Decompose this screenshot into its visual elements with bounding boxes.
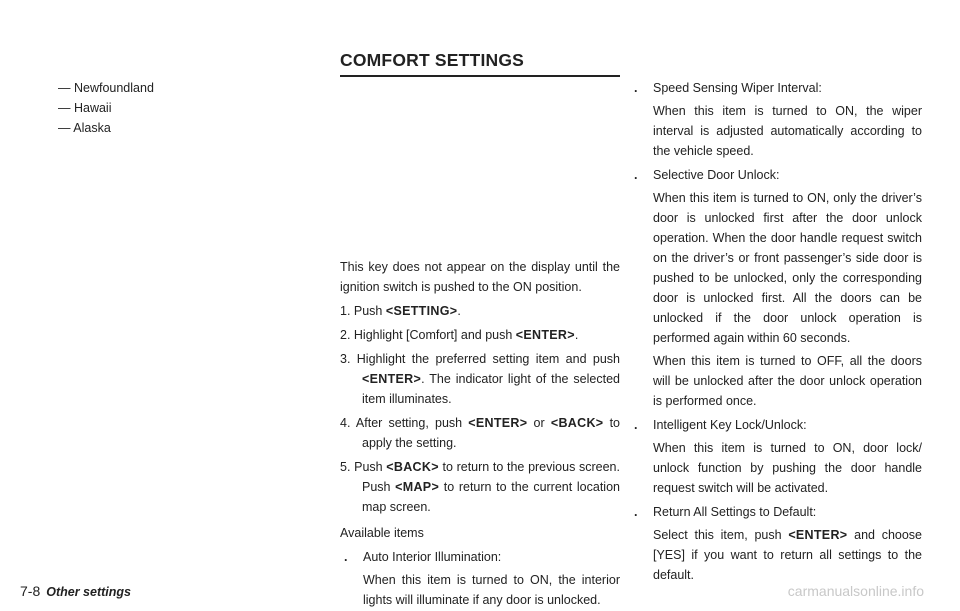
item-name: Return All Settings to Default: — [653, 505, 817, 519]
region-item: — Hawaii — [58, 101, 112, 115]
item-description: When this item is turned to ON, only the driver’s door is unlocked first after the door unlock operation. When the door handle request switch on the driver’s or front passenger’s side door is pushed to be unlocked, only the corresponding door is unlocked first. All the doors can be unlocked if the door unlock operation is performed again within 60 seconds. — [653, 191, 922, 345]
item-name: Selective Door Unlock: — [653, 168, 780, 182]
page-number: 7-8 — [20, 583, 41, 599]
key-label: <BACK> — [386, 460, 439, 474]
key-label: <MAP> — [395, 480, 440, 494]
intro-paragraph: This key does not appear on the display until the ignition switch is pushed to the ON position. — [340, 260, 620, 294]
key-label: <BACK> — [550, 416, 604, 430]
list-item — [630, 415, 922, 435]
item-description: When this item is turned to OFF, all the doors will be unlocked after the door unlock operation is performed once. — [653, 354, 922, 408]
item-description: When this item is turned to ON, the interior lights will illuminate if any door is unlocked. — [363, 573, 620, 607]
bullet-icon: . — [634, 505, 638, 519]
region-list — [58, 78, 308, 138]
available-items-label: Available items — [340, 526, 424, 540]
footer-section-name: Other settings — [46, 585, 131, 599]
bullet-icon: . — [634, 418, 638, 432]
region-item: — Alaska — [58, 121, 111, 135]
step-2: 2. Highlight [Comfort] and push <ENTER>. — [340, 328, 579, 342]
item-name: Speed Sensing Wiper Interval: — [653, 81, 822, 95]
item-name: Auto Interior Illumination: — [363, 550, 502, 564]
list-item — [340, 547, 620, 567]
key-label: <ENTER> — [515, 328, 575, 342]
list-item — [630, 78, 922, 98]
watermark: carmanualsonline.info — [787, 583, 924, 599]
item-name: Intelligent Key Lock/Unlock: — [653, 418, 807, 432]
available-items-continued — [630, 78, 922, 585]
bullet-icon: . — [634, 168, 638, 182]
step-4: 4. After setting, push <ENTER> or <BACK> to apply the setting. — [340, 416, 621, 450]
section-title: COMFORT SETTINGS — [340, 50, 620, 77]
key-label: <SETTING> — [385, 304, 458, 318]
bullet-icon: . — [634, 81, 638, 95]
key-label: <ENTER> — [362, 372, 422, 386]
key-label: <ENTER> — [788, 528, 848, 542]
item-description: Select this item, push <ENTER> and choose [YES] if you want to return all settings to the default. — [653, 528, 923, 582]
list-item — [630, 165, 922, 185]
step-1: 1. Push <SETTING>. — [340, 304, 461, 318]
region-item: — Newfoundland — [58, 81, 154, 95]
step-5: 5. Push <BACK> to return to the previous screen. Push <MAP> to return to the current location map screen. — [340, 460, 620, 514]
comfort-settings-section — [340, 50, 620, 610]
item-description: When this item is turned to ON, door lock/ unlock function by pushing the door handle request switch will be activated. — [653, 441, 922, 495]
key-label: <ENTER> — [468, 416, 528, 430]
list-item — [630, 502, 922, 522]
item-description: When this item is turned to ON, the wiper interval is adjusted automatically according to the vehicle speed. — [653, 104, 922, 158]
page-footer — [20, 583, 131, 599]
step-3: 3. Highlight the preferred setting item and push <ENTER>. The indicator light of the selected item illuminates. — [340, 352, 620, 406]
bullet-icon: . — [344, 550, 348, 564]
